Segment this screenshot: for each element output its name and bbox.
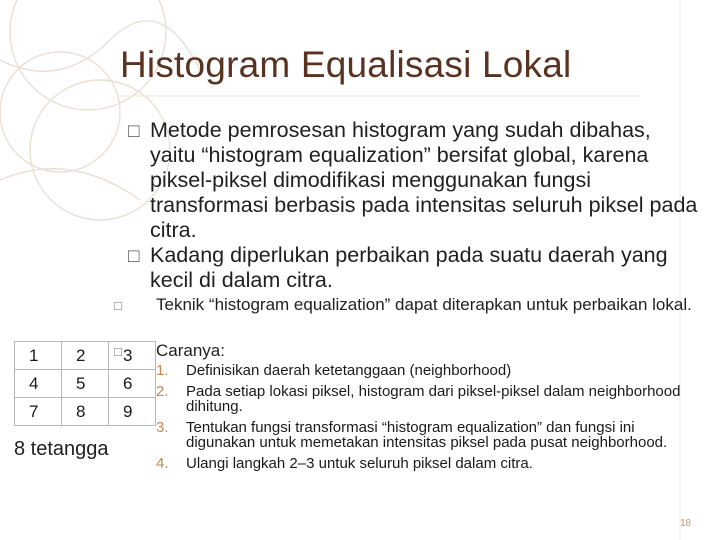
step-number: 4.	[156, 455, 169, 472]
list-item	[156, 384, 696, 414]
page-number: 18	[680, 518, 692, 529]
bullet-text: Metode pemrosesan histogram yang sudah dibahas, yaitu “histogram equalization” bersifat global, karena piksel-piksel dimodifikasi menggunakan fungsi transformasi berbasis pada intensitas seluruh piksel pada citra.	[150, 118, 698, 242]
grid-cell: 2	[62, 342, 109, 370]
list-item	[156, 456, 696, 471]
bullet-text: Kadang diperlukan perbaikan pada suatu daerah yang kecil di dalam citra.	[150, 243, 668, 292]
subbullet-teknik	[114, 295, 704, 314]
step-number: 2.	[156, 383, 169, 400]
steps-list	[156, 363, 696, 477]
neighborhood-grid	[14, 341, 156, 426]
step-text: Pada setiap lokasi piksel, histogram dari piksel-piksel dalam neighborhood dihitung.	[186, 383, 681, 415]
subbullet-text: Teknik “histogram equalization” dapat diterapkan untuk perbaikan lokal.	[156, 295, 692, 314]
step-number: 3.	[156, 419, 169, 436]
bullet-kadang	[128, 243, 698, 293]
grid-cell: 6	[109, 370, 156, 398]
grid-cell: 3	[109, 342, 156, 370]
subbullet-caranya	[114, 341, 704, 360]
bullet-metode	[128, 118, 698, 243]
grid-cell: 5	[62, 370, 109, 398]
checkbox-bullet-icon: □	[114, 298, 122, 313]
grid-cell: 7	[15, 398, 62, 426]
checkbox-bullet-icon: □	[128, 121, 140, 142]
step-text: Definisikan daerah ketetanggaan (neighborhood)	[186, 362, 512, 379]
step-number: 1.	[156, 362, 169, 379]
checkbox-bullet-icon: □	[114, 344, 122, 359]
checkbox-bullet-icon: □	[128, 246, 140, 267]
grid-cell: 9	[109, 398, 156, 426]
slide-title: Histogram Equalisasi Lokal	[120, 44, 572, 85]
list-item	[156, 363, 696, 378]
grid-cell: 8	[62, 398, 109, 426]
list-item	[156, 420, 696, 450]
grid-cell: 1	[15, 342, 62, 370]
subbullet-text: Caranya:	[156, 341, 225, 360]
grid-cell: 4	[15, 370, 62, 398]
neighborhood-label: 8 tetangga	[14, 438, 109, 460]
step-text: Tentukan fungsi transformasi “histogram equalization” dan fungsi ini digunakan untuk memetakan intensitas piksel pada pusat neighborhood.	[186, 419, 668, 451]
step-text: Ulangi langkah 2–3 untuk seluruh piksel dalam citra.	[186, 455, 533, 472]
